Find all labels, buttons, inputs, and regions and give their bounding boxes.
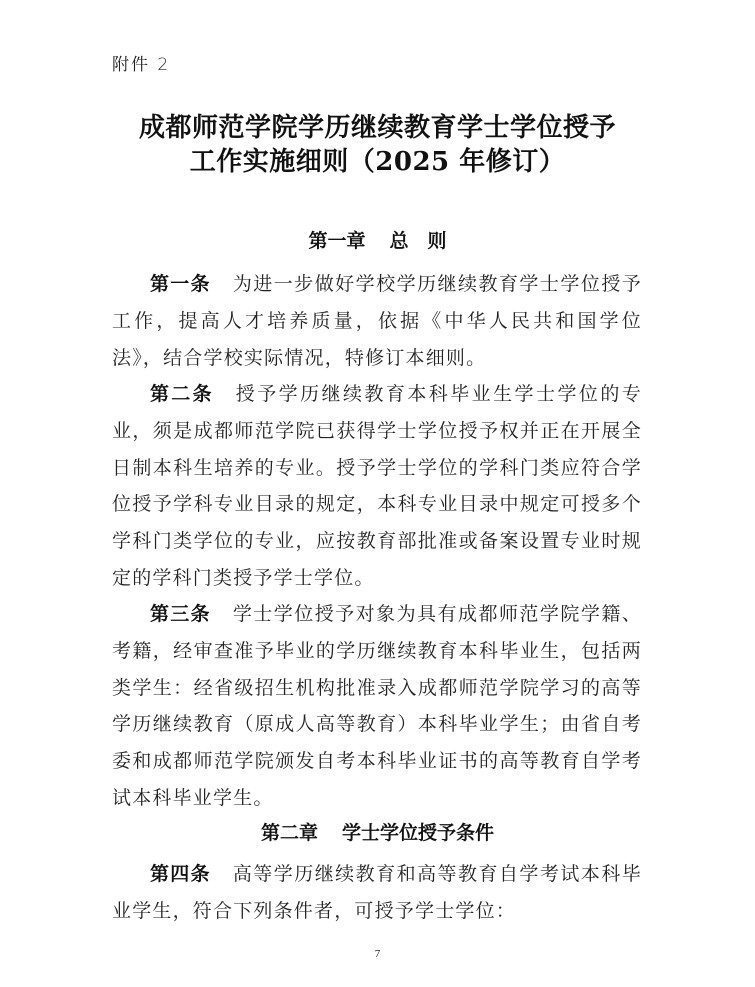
- attachment-label: 附件 2: [112, 55, 171, 75]
- article-1: [112, 266, 642, 376]
- article-text: 为进一步做好学校学历继续教育学士学位授予工作，提高人才培养质量，依据《中华人民共和国学位法》，结合学校实际情况，特修订本细则。: [112, 273, 642, 369]
- article-label: 第四条: [150, 863, 211, 885]
- article-text: 学士学位授予对象为具有成都师范学院学籍、考籍，经审查准予毕业的学历继续教育本科毕业生，包括两类学生：经省级招生机构批准录入成都师范学院学习的高等学历继续教育（原成人高等教育）本科毕业学生；由省自考委和成都师范学院颁发自考本科毕业证书的高等教育自学考试本科毕业学生。: [112, 603, 642, 809]
- article-2: [112, 376, 642, 597]
- chapter-number: 第一章: [308, 230, 366, 252]
- chapter-name: 学士学位授予条件: [342, 822, 495, 844]
- chapter-name: 总 则: [389, 230, 447, 252]
- article-label: 第一条: [150, 273, 211, 295]
- page-number: 7: [374, 948, 381, 960]
- article-text: 授予学历继续教育本科毕业生学士学位的专业，须是成都师范学院已获得学士学位授予权并正在开展全日制本科生培养的专业。授予学士学位的学科门类应符合学位授予学科专业目录的规定，本科专业目录中规定可授多个学科门类学位的专业，应按教育部批准或备案设置专业时规定的学科门类授予学士学位。: [112, 383, 642, 589]
- article-4: [112, 856, 642, 930]
- article-label: 第三条: [150, 603, 211, 625]
- chapter-heading-1: [0, 226, 755, 253]
- chapter-heading-2: [0, 818, 755, 845]
- document-title-line-1: 成都师范学院学历继续教育学士学位授予: [138, 113, 616, 143]
- article-label: 第二条: [150, 383, 214, 405]
- document-title-line-2: 工作实施细则（2025 年修订）: [189, 147, 566, 177]
- article-3: [112, 596, 642, 817]
- chapter-number: 第二章: [260, 822, 318, 844]
- article-text: 高等学历继续教育和高等教育自学考试本科毕业学生，符合下列条件者，可授予学士学位：: [112, 863, 642, 922]
